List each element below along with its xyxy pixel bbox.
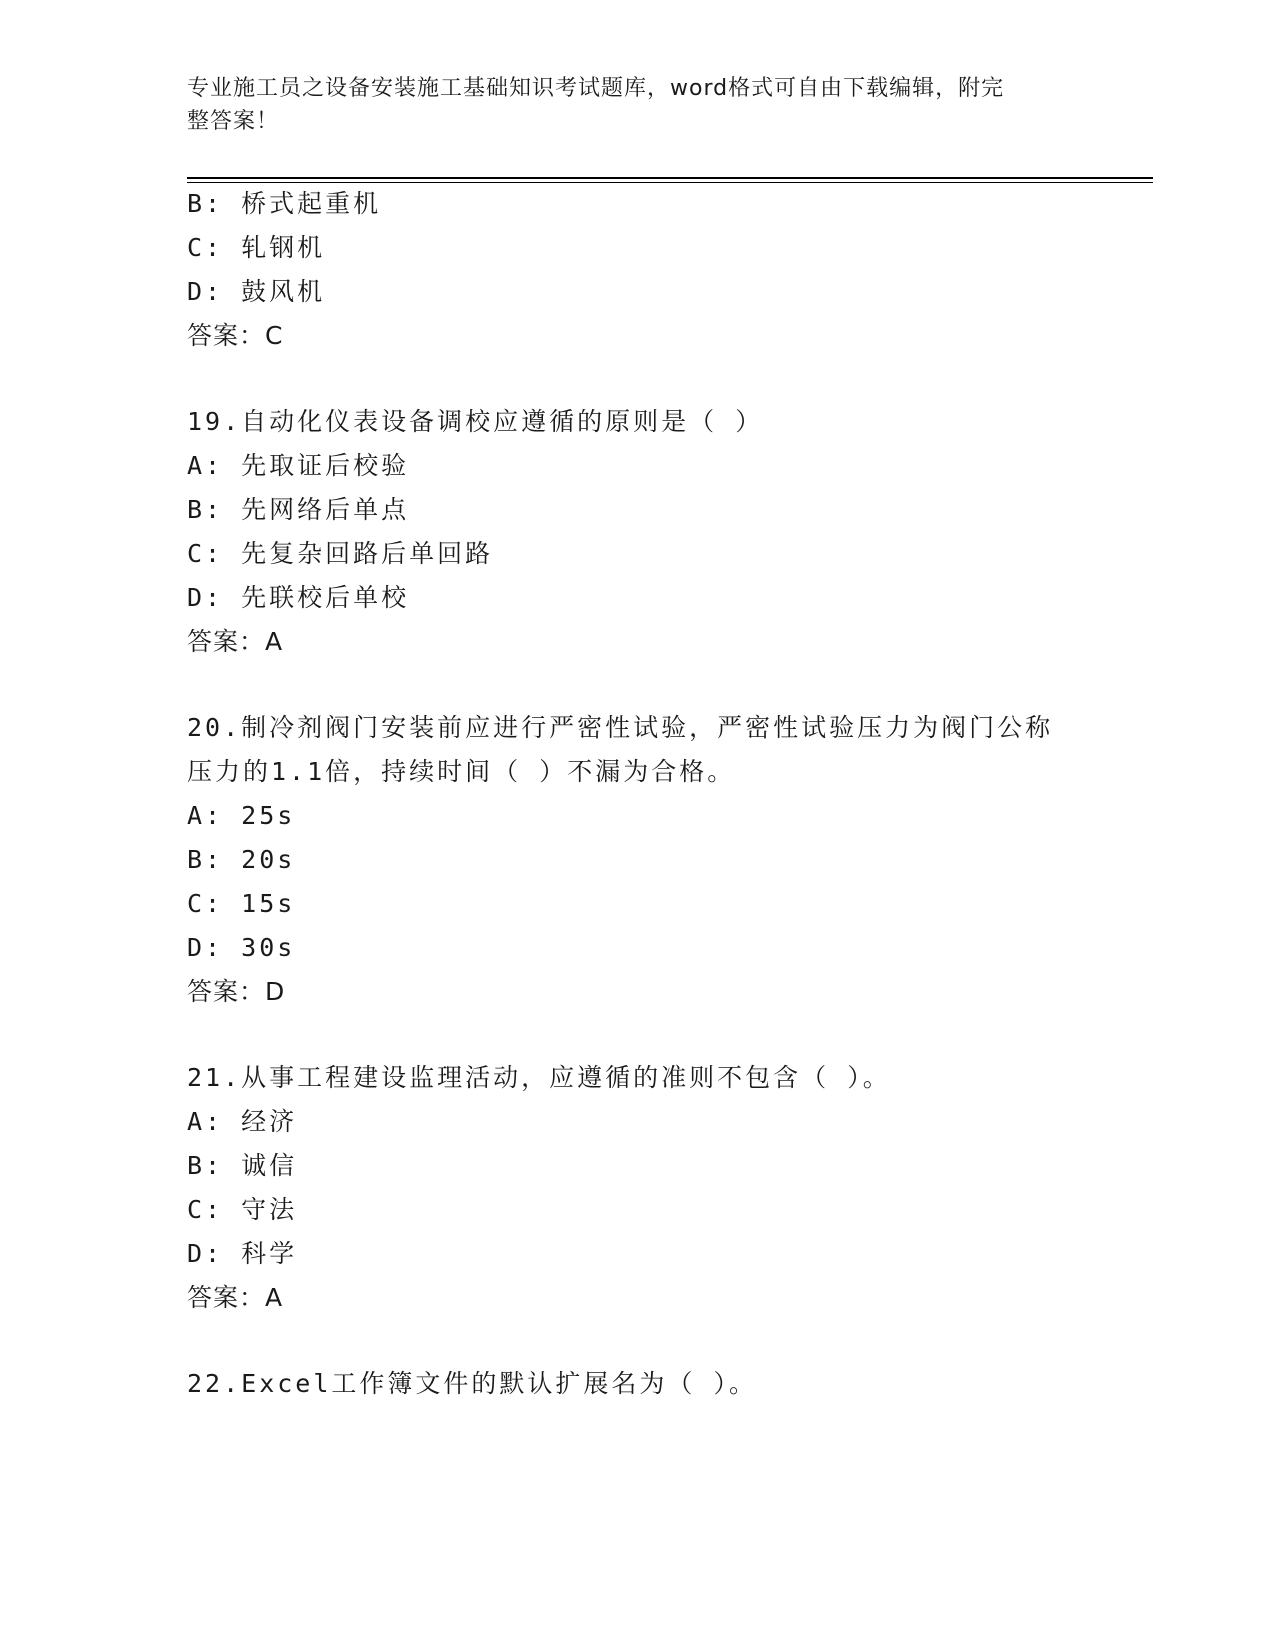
q20-option-d: D: 30s: [187, 933, 296, 962]
q19-option-b: B: 先网络后单点: [187, 495, 410, 524]
q19-question: 19.自动化仪表设备调校应遵循的原则是（ ）: [187, 407, 764, 436]
q18-option-d: D: 鼓风机: [187, 277, 326, 306]
page-header: [187, 72, 1067, 138]
q18-answer: 答案：C: [187, 321, 284, 350]
q20-option-a: A: 25s: [187, 801, 296, 830]
q21-answer: 答案：A: [187, 1283, 284, 1312]
q21-question: 21.从事工程建设监理活动，应遵循的准则不包含（ ）。: [187, 1063, 891, 1092]
q20-question-line-2: 压力的1.1倍，持续时间（ ）不漏为合格。: [187, 757, 736, 786]
q19-answer: 答案：A: [187, 627, 284, 656]
q21-option-a: A: 经济: [187, 1107, 298, 1136]
q20-option-b: B: 20s: [187, 845, 296, 874]
q18-option-c: C: 轧钢机: [187, 233, 326, 262]
q19-option-a: A: 先取证后校验: [187, 451, 410, 480]
q20-question-line-1: 20.制冷剂阀门安装前应进行严密性试验，严密性试验压力为阀门公称: [187, 713, 1054, 742]
header-rule-thin: [187, 182, 1153, 183]
q21-option-b: B: 诚信: [187, 1151, 298, 1180]
q19-option-c: C: 先复杂回路后单回路: [187, 539, 494, 568]
q20-answer: 答案：D: [187, 977, 286, 1006]
q22-question: 22.Excel工作簿文件的默认扩展名为（ ）。: [187, 1369, 757, 1398]
q21-option-c: C: 守法: [187, 1195, 298, 1224]
header-rule-thick: [187, 177, 1153, 179]
q19-option-d: D: 先联校后单校: [187, 583, 410, 612]
header-title-line-2: 整答案！: [187, 109, 280, 134]
q18-option-b: B: 桥式起重机: [187, 189, 382, 218]
q21-option-d: D: 科学: [187, 1239, 298, 1268]
q20-option-c: C: 15s: [187, 889, 296, 918]
header-title-line-1: 专业施工员之设备安装施工基础知识考试题库，word格式可自由下载编辑，附完: [187, 76, 1005, 101]
